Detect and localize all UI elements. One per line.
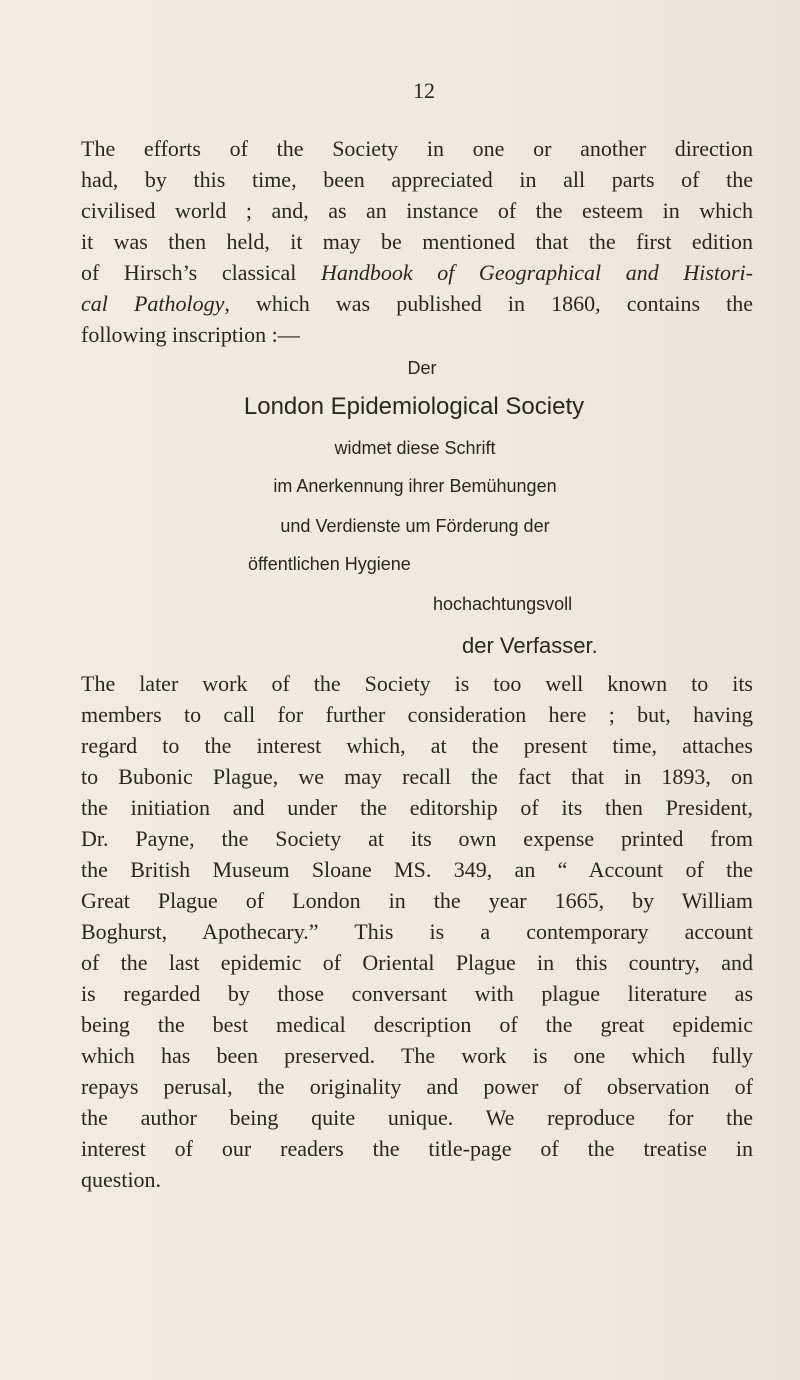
inscription-line: und Verdienste um Förderung der xyxy=(280,516,550,536)
inscription-line: widmet diese Schrift xyxy=(334,438,496,458)
inscription-der: Der xyxy=(407,358,437,378)
paragraph-line xyxy=(81,288,753,319)
page-number: 12 xyxy=(413,78,435,103)
paragraph-line: had, by this time, been appreciated in all parts of the xyxy=(81,167,753,192)
paragraph-line: civilised world ; and, as an instance of the esteem in which xyxy=(81,198,753,223)
inscription-line: öffentlichen Hygiene xyxy=(248,554,411,574)
paragraph-intro xyxy=(81,133,753,350)
paragraph-line: the British Museum Sloane MS. 349, an “ Account of the xyxy=(81,857,753,882)
paragraph-line xyxy=(81,257,753,288)
paragraph-line: The later work of the Society is too well known to its xyxy=(81,671,753,696)
paragraph-line: is regarded by those conversant with plague literature as xyxy=(81,981,753,1006)
paragraph-line: the author being quite unique. We reproduce for the xyxy=(81,1105,753,1130)
inscription-signature: der Verfasser. xyxy=(462,633,598,658)
book-title-italic-cont: cal Pathology xyxy=(81,291,225,316)
line-text: of Hirsch’s classical xyxy=(81,260,321,285)
paragraph-line: The efforts of the Society in one or another direction xyxy=(81,136,753,161)
paragraph-line: regard to the interest which, at the present time, attaches xyxy=(81,733,753,758)
paragraph-line: which has been preserved. The work is one which fully xyxy=(81,1043,753,1068)
paragraph-line: question. xyxy=(81,1167,162,1192)
line-text: , which was published in 1860, contains the xyxy=(224,291,753,316)
inscription-line: im Anerkennung ihrer Bemühungen xyxy=(273,476,557,496)
inscription-closing: hochachtungsvoll xyxy=(433,594,573,614)
paragraph-line: it was then held, it may be mentioned that the first edition xyxy=(81,229,753,254)
paragraph-line: being the best medical description of the great epidemic xyxy=(81,1012,753,1037)
inscription-society-name: London Epidemiological Society xyxy=(243,393,585,420)
paragraph-line: following inscription :— xyxy=(81,322,300,347)
paragraph-line: to Bubonic Plague, we may recall the fact that in 1893, on xyxy=(81,764,753,789)
paragraph-line: the initiation and under the editorship of its then President, xyxy=(81,795,753,820)
paragraph-line: Dr. Payne, the Society at its own expense printed from xyxy=(81,826,753,851)
paragraph-line: of the last epidemic of Oriental Plague in this country, and xyxy=(81,950,753,975)
paragraph-line: Boghurst, Apothecary.” This is a contemporary account xyxy=(81,919,753,944)
paragraph-line: interest of our readers the title-page of the treatise in xyxy=(81,1136,753,1161)
paragraph-line: Great Plague of London in the year 1665, by William xyxy=(81,888,753,913)
paragraph-later-work xyxy=(81,668,753,1195)
paragraph-line: repays perusal, the originality and power of observation of xyxy=(81,1074,753,1099)
paragraph-line: members to call for further consideration here ; but, having xyxy=(81,702,753,727)
book-title-italic: Handbook of Geographical and Histori- xyxy=(320,260,753,285)
